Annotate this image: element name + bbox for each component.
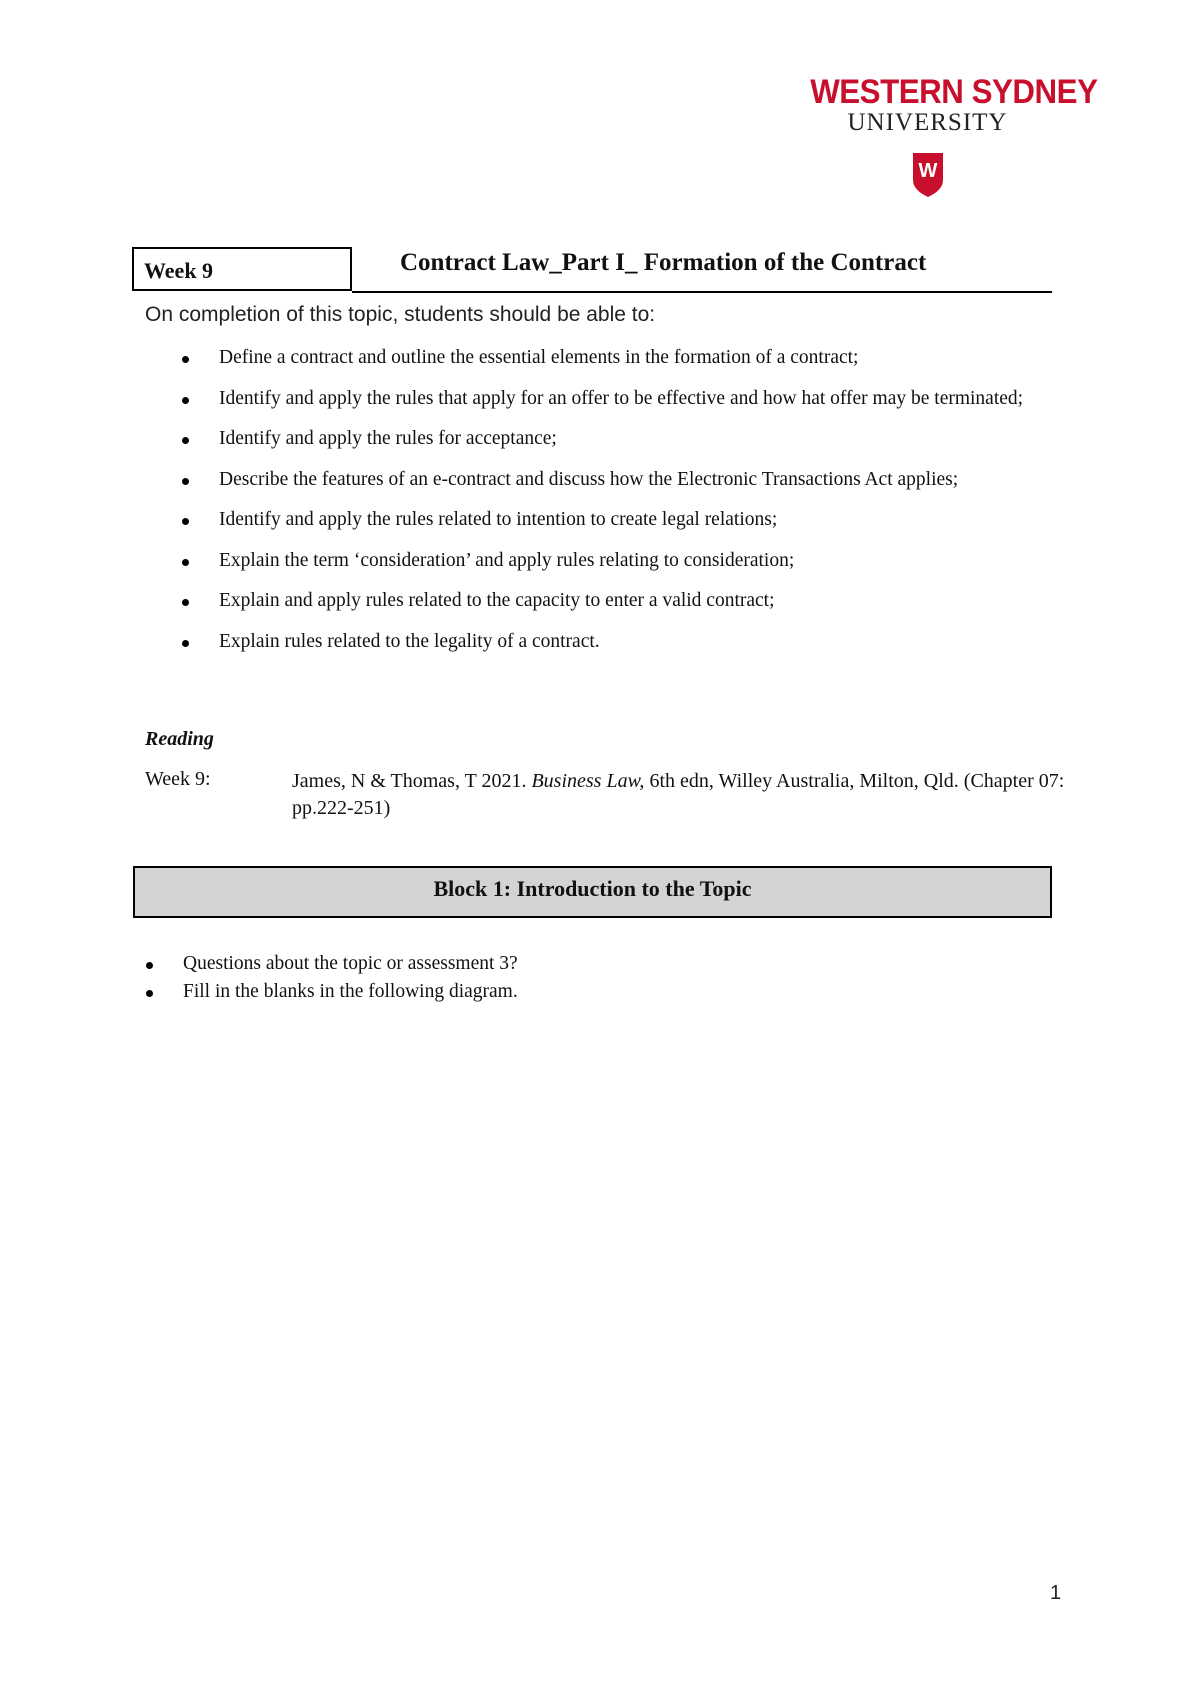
reference-details: 6th edn, Willey Australia, Milton, Qld. (Chapter 07: pp.222-251) — [292, 770, 1065, 819]
block-item-text: Fill in the blanks in the following diagram. — [183, 981, 518, 1002]
topic-header — [132, 247, 1052, 295]
block-items — [140, 950, 518, 1006]
bullet-icon — [182, 478, 189, 485]
objective-text: Explain and apply rules related to the capacity to enter a valid contract; — [219, 590, 775, 611]
objective-text: Explain the term ‘consideration’ and apply rules relating to consideration; — [219, 549, 795, 571]
week-label: Week 9 — [132, 247, 352, 291]
bullet-icon — [182, 559, 189, 566]
logo-wordmark: WESTERN SYDNEY — [810, 73, 1098, 111]
header-divider — [352, 291, 1052, 293]
list-item — [140, 950, 518, 978]
bullet-icon — [182, 640, 189, 647]
page-number: 1 — [1050, 1582, 1062, 1604]
list-item — [175, 547, 1055, 575]
shield-icon — [912, 152, 944, 198]
university-logo — [800, 73, 1098, 198]
objective-text: Identify and apply the rules for acceptance; — [219, 428, 557, 449]
reading-reference — [292, 768, 1072, 822]
objective-text: Explain rules related to the legality of a contract. — [219, 630, 600, 652]
list-item — [175, 344, 1055, 372]
reading-week-label: Week 9: — [145, 768, 211, 790]
bullet-icon — [146, 962, 153, 969]
bullet-icon — [146, 990, 153, 997]
objective-text: Describe the features of an e-contract and discuss how the Electronic Transactions Act applies; — [219, 468, 959, 490]
list-item — [175, 506, 1055, 534]
list-item — [175, 425, 1055, 453]
block-heading: Block 1: Introduction to the Topic — [133, 866, 1052, 918]
bullet-icon — [182, 356, 189, 363]
bullet-icon — [182, 599, 189, 606]
logo-subtitle: UNIVERSITY — [847, 109, 1008, 136]
objective-text: Identify and apply the rules that apply for an offer to be effective and how hat offer may be terminated; — [219, 387, 1024, 409]
list-item — [175, 587, 1055, 615]
objective-text: Define a contract and outline the essential elements in the formation of a contract; — [219, 347, 859, 368]
page-title: Contract Law_Part I_ Formation of the Contract — [400, 249, 927, 276]
bullet-icon — [182, 518, 189, 525]
list-item — [175, 385, 1055, 413]
learning-objectives — [175, 344, 1055, 668]
reading-heading: Reading — [145, 728, 214, 750]
reference-authors: James, N & Thomas, T 2021. — [292, 770, 532, 792]
bullet-icon — [182, 437, 189, 444]
list-item — [140, 978, 518, 1006]
reference-book-title: Business Law, — [531, 770, 645, 792]
bullet-icon — [182, 397, 189, 404]
list-item — [175, 466, 1055, 494]
objective-text: Identify and apply the rules related to intention to create legal relations; — [219, 509, 778, 530]
block-item-text: Questions about the topic or assessment 3? — [183, 953, 518, 974]
intro-text: On completion of this topic, students should be able to: — [145, 303, 656, 326]
shield-letter: W — [918, 160, 937, 182]
list-item — [175, 628, 1055, 656]
